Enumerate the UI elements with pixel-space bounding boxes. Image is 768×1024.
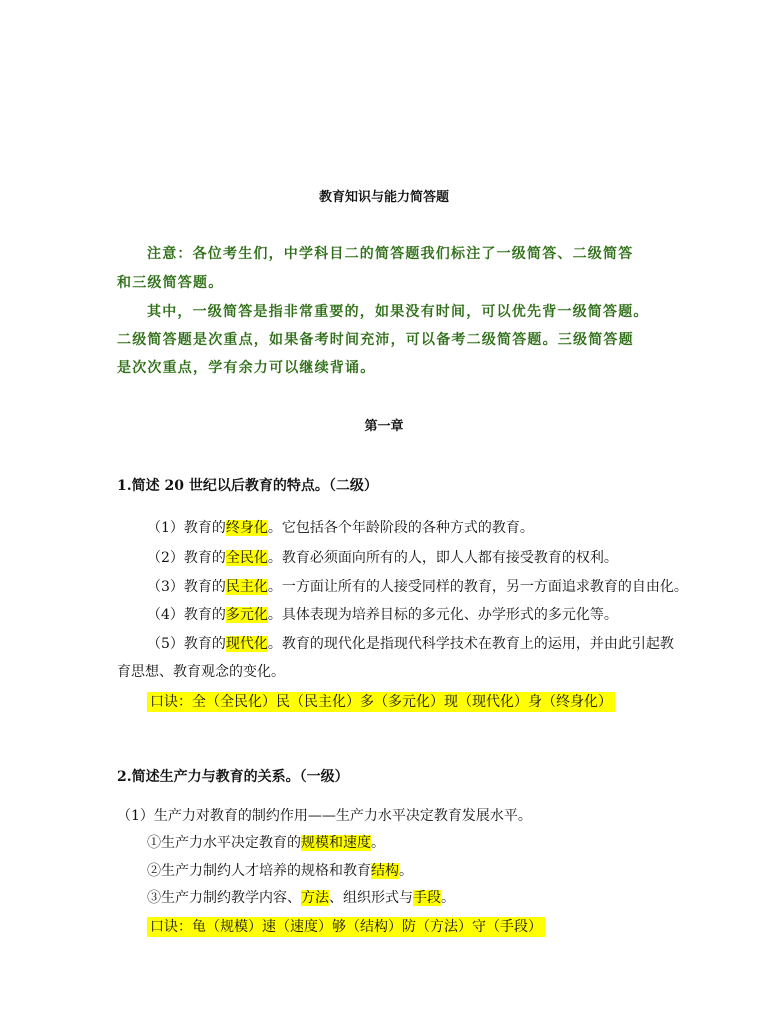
highlight-term: 结构	[371, 863, 399, 879]
mnemonic-text: 口诀：龟（规模）速（速度）够（结构）防（方法）守（手段）	[147, 917, 545, 937]
q2-item-2	[147, 861, 413, 881]
item-text: 。一方面让所有的人接受同样的教育，另一方面追求教育的自由化。	[267, 579, 688, 595]
item-prefix: ②生产力制约人才培养的规格和教育	[147, 863, 371, 879]
notice-line-5: 是次次重点，学有余力可以继续背诵。	[117, 360, 376, 376]
item-prefix: ③生产力制约教学内容、	[147, 890, 301, 906]
item-prefix: （3）教育的	[147, 579, 226, 595]
q1-item-3	[147, 577, 688, 597]
q2-subheading-1: （1）生产力对教育的制约作用——生产力水平决定教育发展水平。	[117, 808, 532, 824]
item-prefix: （1）教育的	[147, 520, 226, 536]
highlight-term: 规模和速度	[301, 835, 371, 851]
highlight-term: 全民化	[225, 550, 268, 566]
highlight-term: 多元化	[225, 607, 268, 623]
item-prefix: ①生产力水平决定教育的	[147, 835, 301, 851]
notice-line-4: 二级简答题是次重点，如果备考时间充沛，可以备考二级简答题。三级简答题	[117, 332, 634, 348]
document-title: 教育知识与能力简答题	[318, 190, 449, 205]
q2-item-1	[147, 833, 385, 853]
q1-mnemonic	[147, 692, 615, 712]
q2-mnemonic	[147, 917, 545, 937]
q1-item-5-continuation: 育思想、教育观念的变化。	[117, 664, 285, 680]
q1-item-1	[147, 518, 534, 538]
highlight-term: 方法	[301, 890, 329, 906]
highlight-term: 现代化	[225, 636, 268, 652]
item-text: 。具体表现为培养目标的多元化、办学形式的多元化等。	[267, 607, 618, 623]
question-2-title: 2.简述生产力与教育的关系。（一级）	[117, 769, 349, 785]
mnemonic-text: 口诀：全（全民化）民（民主化）多（多元化）现（现代化）身（终身化）	[147, 692, 615, 712]
notice-line-1: 注意：各位考生们，中学科目二的简答题我们标注了一级简答、二级简答	[147, 246, 634, 262]
highlight-term: 民主化	[225, 579, 268, 595]
item-text: 。教育的现代化是指现代科学技术在教育上的运用，并由此引起教	[267, 636, 674, 652]
question-1-title: 1.简述 20 世纪以后教育的特点。（二级）	[117, 478, 378, 494]
q1-item-2	[147, 548, 618, 568]
item-prefix: （4）教育的	[147, 607, 226, 623]
item-text: 。	[371, 835, 385, 851]
item-text: 。它包括各个年龄阶段的各种方式的教育。	[267, 520, 534, 536]
chapter-heading: 第一章	[364, 419, 404, 434]
item-text: 。教育必须面向所有的人，即人人都有接受教育的权利。	[267, 550, 618, 566]
item-text: 。	[399, 863, 413, 879]
q1-item-5	[147, 634, 674, 654]
q1-item-4	[147, 605, 618, 625]
item-text-end: 。	[441, 890, 455, 906]
item-prefix: （2）教育的	[147, 550, 226, 566]
item-text: 、组织形式与	[329, 890, 413, 906]
notice-line-3: 其中，一级简答是指非常重要的，如果没有时间，可以优先背一级简答题。	[147, 304, 649, 320]
highlight-term: 终身化	[225, 520, 268, 536]
highlight-term-2: 手段	[413, 890, 441, 906]
item-prefix: （5）教育的	[147, 636, 226, 652]
notice-line-2: 和三级简答题。	[117, 275, 224, 291]
q2-item-3	[147, 888, 455, 908]
